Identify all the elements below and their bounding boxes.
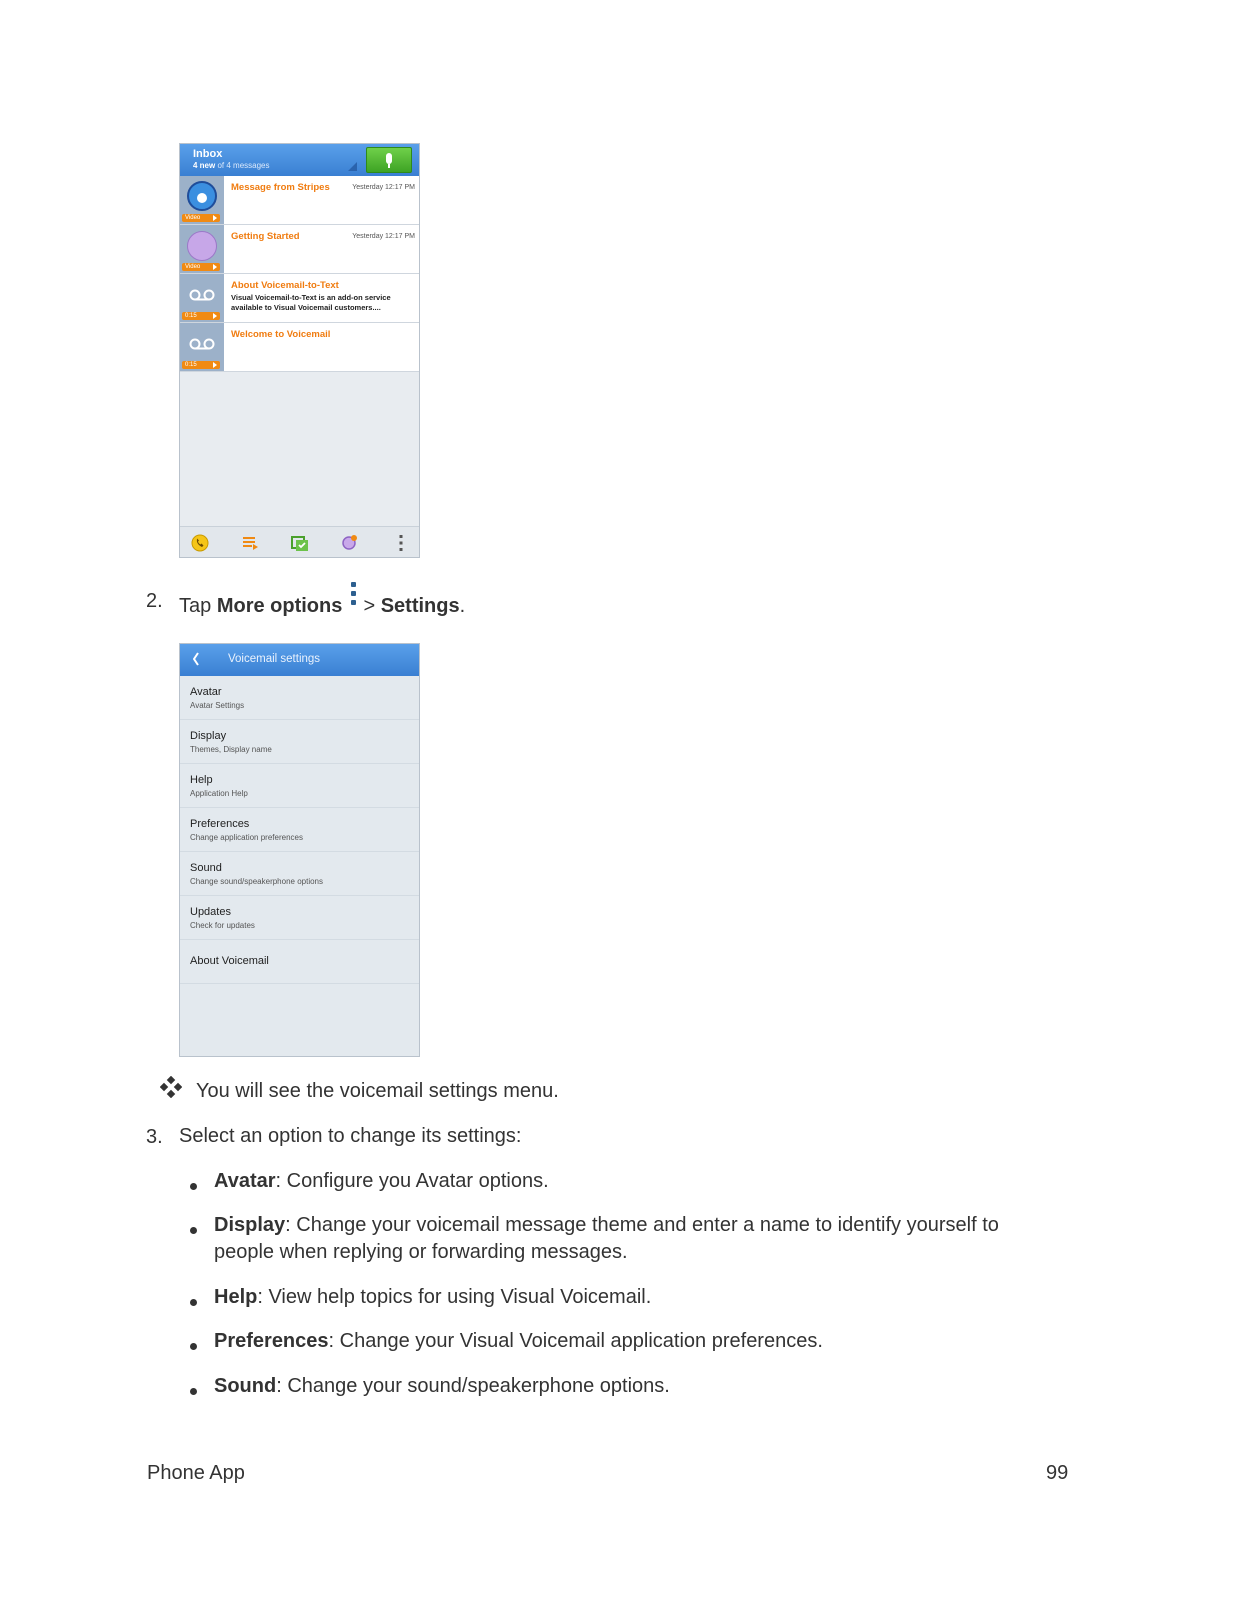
settings-item-label: Updates [190, 906, 231, 918]
settings-item-description: Check for updates [190, 921, 255, 930]
message-thumbnail [180, 274, 224, 322]
settings-item-about-voicemail[interactable] [180, 940, 419, 984]
bullet-term: Help [214, 1286, 258, 1308]
bullet-description: : Change your Visual Voicemail application preferences. [328, 1330, 823, 1352]
settings-item-updates[interactable] [180, 896, 419, 940]
back-arrow-icon[interactable] [193, 652, 199, 666]
settings-item-label: Display [190, 730, 227, 742]
message-subject: Message from Stripes [231, 182, 330, 193]
voicemail-icon [189, 289, 215, 301]
bullet-dot [190, 1183, 197, 1190]
bullet-term: Display [214, 1214, 286, 1236]
avatar-icon [187, 231, 217, 261]
result-text: You will see the voicemail settings menu. [196, 1080, 559, 1102]
bullet-help [214, 1284, 1054, 1311]
bullet-term: Avatar [214, 1170, 276, 1192]
bullet-dot [190, 1343, 197, 1350]
total-count: of 4 messages [215, 161, 270, 170]
bullet-dot [190, 1299, 197, 1306]
step-2-text [179, 590, 465, 618]
bullet-description: : Configure you Avatar options. [275, 1170, 549, 1192]
voicemail-icon [189, 338, 215, 350]
duration-tag: 0:15 [182, 312, 220, 320]
more-options-icon[interactable] [392, 534, 410, 552]
footer-section: Phone App [147, 1462, 245, 1484]
inbox-toolbar [180, 526, 419, 557]
message-thumbnail [180, 225, 224, 273]
step-2-tap: Tap [179, 595, 217, 617]
message-row[interactable] [180, 274, 419, 323]
step-number: 3. [146, 1126, 163, 1148]
settings-title: Voicemail settings [228, 653, 321, 665]
settings-item-description: Avatar Settings [190, 701, 245, 710]
inbox-header [180, 144, 419, 176]
inbox-screenshot [179, 143, 420, 558]
bullet-description: : Change your voicemail message theme and enter a name to identify yourself to people when replying or forwarding messages. [214, 1214, 999, 1263]
settings-item-sound[interactable] [180, 852, 419, 896]
settings-item-label: Sound [190, 862, 222, 874]
message-row[interactable] [180, 225, 419, 274]
search-icon[interactable] [341, 534, 359, 552]
settings-item-label: About Voicemail [190, 955, 269, 967]
compose-icon[interactable] [241, 534, 259, 552]
bullet-description: : View help topics for using Visual Voicemail. [257, 1286, 652, 1308]
video-tag: Video [182, 214, 220, 222]
select-icon[interactable] [291, 534, 309, 552]
settings-item-label: Preferences [190, 818, 250, 830]
settings-item-description: Application Help [190, 789, 248, 798]
dropdown-corner-icon [348, 162, 357, 171]
page-number: 99 [1046, 1462, 1069, 1484]
bullet-avatar [214, 1168, 1054, 1195]
step-2-period: . [459, 595, 466, 617]
settings-item-description: Themes, Display name [190, 745, 272, 754]
new-count: 4 new [193, 161, 216, 170]
settings-item-label: Avatar [190, 686, 222, 698]
message-preview: Visual Voicemail-to-Text is an add-on service available to Visual Voicemail customers.... [231, 293, 391, 312]
settings-item-help[interactable] [180, 764, 419, 808]
step-2-separator: > [357, 595, 381, 617]
microphone-button[interactable] [366, 147, 412, 173]
more-options-term: More options [216, 595, 343, 617]
settings-term: Settings [380, 595, 460, 617]
settings-item-display[interactable] [180, 720, 419, 764]
message-thumbnail [180, 176, 224, 224]
video-tag: Video [182, 263, 220, 271]
bullet-dot [190, 1227, 197, 1234]
inbox-empty-area [180, 372, 419, 529]
settings-item-label: Help [190, 774, 213, 786]
settings-item-description: Change sound/speakerphone options [190, 877, 323, 886]
settings-item-description: Change application preferences [190, 833, 303, 842]
bullet-preferences [214, 1328, 1054, 1355]
message-time: Yesterday 12:17 PM [352, 233, 415, 240]
microphone-icon [386, 153, 392, 164]
duration-tag: 0:15 [182, 361, 220, 369]
message-time: Yesterday 12:17 PM [352, 184, 415, 191]
more-options-icon [348, 590, 358, 614]
bullet-term: Preferences [214, 1330, 329, 1352]
settings-item-preferences[interactable] [180, 808, 419, 852]
settings-screenshot [179, 643, 420, 1057]
call-voicemail-icon[interactable] [191, 534, 209, 552]
inbox-title: Inbox [193, 148, 223, 160]
message-row[interactable] [180, 176, 419, 225]
message-subject: Getting Started [231, 231, 300, 242]
message-row[interactable] [180, 323, 419, 372]
bullet-description: : Change your sound/speakerphone options. [276, 1375, 670, 1397]
message-subject: Welcome to Voicemail [231, 329, 331, 340]
bullet-term: Sound [214, 1375, 277, 1397]
bullet-sound [214, 1373, 1054, 1400]
step-3-text: Select an option to change its settings: [179, 1125, 522, 1147]
settings-header [180, 644, 419, 676]
message-thumbnail [180, 323, 224, 371]
settings-item-avatar[interactable] [180, 676, 419, 720]
cat-avatar-icon [187, 181, 217, 211]
inbox-subtitle [193, 161, 269, 170]
message-subject: About Voicemail-to-Text [231, 280, 339, 291]
result-diamond-icon [160, 1076, 182, 1098]
bullet-dot [190, 1388, 197, 1395]
bullet-display [214, 1212, 1054, 1266]
step-number: 2. [146, 590, 163, 612]
